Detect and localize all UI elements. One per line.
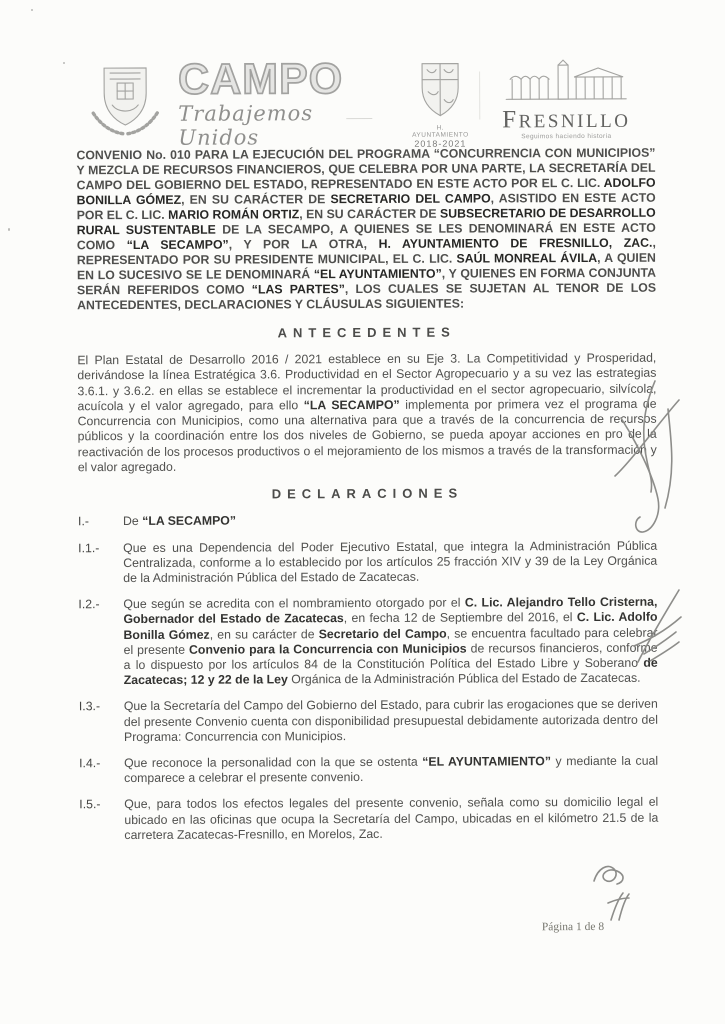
antecedentes-paragraph: El Plan Estatal de Desarrollo 2016 / 2021 establece en su Eje 3. La Competitividad y Prosperidad, derivándose la línea Estratégica 3.6. Productividad en el Sector Agropecuario y a su vez las estrategias 3.6.1. y 3.6.2. en ellas se establece el incrementar la productividad en el sector agropecuario, silvícola, acuícola y el valor agregado, para ello “LA SECAMPO” implementa por primera vez el programa de Concurrencia con Municipios, como una alternativa para que a través de la concurrencia de recursos públicos y la coordinación entre los dos niveles de Gobierno, se pueda apoyar acciones en pro de la reactivación de los procesos productivos o el mejoramiento de los mismos a través de la transformación y el valor agregado. <box>77 350 657 475</box>
declaration-item <box>79 697 658 745</box>
initials-mark-bottom <box>606 891 632 923</box>
scan-speck <box>8 228 10 231</box>
document-body <box>76 146 658 855</box>
initials-mark-middle <box>629 586 687 668</box>
declaration-label: I.1.- <box>78 540 100 555</box>
municipal-shield-icon <box>414 62 466 118</box>
scan-speck <box>31 9 33 11</box>
logo-divider <box>479 71 480 119</box>
declaration-label: I.- <box>78 514 90 529</box>
fresnillo-logo <box>488 59 644 141</box>
campo-logo <box>178 55 368 150</box>
fresnillo-wordmark: FRESNILLO <box>502 106 631 134</box>
declaration-item <box>78 538 657 586</box>
state-crest-icon <box>86 63 164 139</box>
fresnillo-building-icon <box>502 59 630 102</box>
declaration-text: Que reconoce la personalidad con la que se ostenta “EL AYUNTAMIENTO” y mediante la cual comparece a celebrar el presente convenio. <box>124 753 659 786</box>
declaration-text: Que es una Dependencia del Poder Ejecutivo Estatal, que integra la Administración Pública Centralizada, conforme a lo establecido por los artículos 25 fracción XIV y 39 de la Ley Orgánica de la Administración Pública del Estado de Zacatecas. <box>123 538 658 586</box>
declaration-label: I.4.- <box>79 756 101 771</box>
declaration-label: I.3.- <box>78 699 101 714</box>
scribble-over-text <box>592 861 632 891</box>
declaration-text: Que la Secretaría del Campo del Gobierno del Estado, para cubrir las erogaciones que se deriven del presente Convenio cuenta con disponibilidad presupuestal debidamente autorizada dentro del Programa: Concurrencia con Municipios. <box>123 697 658 744</box>
ayuntamiento-logo <box>408 62 472 149</box>
scan-speck <box>63 62 65 64</box>
signature-mark-large <box>613 378 685 546</box>
declaration-text: Que según se acredita con el nombramiento otorgado por el C. Lic. Alejandro Tello Cristerna, Gobernador del Estado de Zacatecas, en fecha 12 de Septiembre del 2016, el C. Lic. Adolfo Bonilla Gómez, en su carácter de Secretario del Campo, se encuentra facultado para celebrar el presente Convenio para la Concurrencia con Municipios de recursos financieros, conforme a lo dispuesto por los artículos 84 de la Constitución Política del Estado Libre y Soberano de Zacatecas; 12 y 22 de la Ley Orgánica de la Administración Pública del Estado de Zacatecas. <box>123 594 658 688</box>
declaration-item <box>79 754 658 787</box>
declaration-item <box>78 595 657 689</box>
campo-logo-wordmark: CAMPO <box>178 55 344 104</box>
declaration-text: Que, para todos los efectos legales del presente convenio, señala como su domicilio legal el ubicado en las oficinas que ocupa la Secretaría del Campo, ubicadas en el kilómetro 21.5 de la carretera Zacatecas-Fresnillo, en Morelos, Zac. <box>124 795 659 842</box>
antecedentes-heading: ANTECEDENTES <box>277 324 456 341</box>
campo-logo-tagline: Trabajemos Unidos <box>178 101 314 150</box>
fresnillo-tagline: Seguimos haciendo historia <box>521 132 612 141</box>
declaraciones-list <box>78 512 658 843</box>
convenio-intro-paragraph: CONVENIO No. 010 PARA LA EJECUCIÓN DEL PROGRAMA “CONCURRENCIA CON MUNICIPIOS” Y MEZCLA DE RECURSOS FINANCIEROS, QUE CELEBRA POR UNA PARTE, LA SECRETARÍA DEL CAMPO DEL GOBIERNO DEL ESTADO, REPRESENTADO EN ESTE ACTO POR EL C. LIC. ADOLFO BONILLA GÓMEZ, EN SU CARÁCTER DE SECRETARIO DEL CAMPO, ASISTIDO EN ESTE ACTO POR EL C. LIC. MARIO ROMÁN ORTIZ, EN SU CARÁCTER DE SUBSECRETARIO DE DESARROLLO RURAL SUSTENTABLE DE LA SECAMPO, A QUIENES SE LES DENOMINARÁ EN ESTE ACTO COMO “LA SECAMPO”, Y POR LA OTRA, H. AYUNTAMIENTO DE FRESNILLO, ZAC., REPRESENTADO POR SU PRESIDENTE MUNICIPAL, EL C. LIC. SAÚL MONREAL ÁVILA, A QUIEN EN LO SUCESIVO SE LE DENOMINARÁ “EL AYUNTAMIENTO”, Y QUIENES EN FORMA CONJUNTA SERÁN REFERIDOS COMO “LAS PARTES”, LOS CUALES SE SUJETAN AL TENOR DE LOS ANTECEDENTES, DECLARACIONES Y CLÁUSULAS SIGUIENTES: <box>76 145 657 313</box>
declaraciones-heading: DECLARACIONES <box>271 485 464 502</box>
declaration-label: I.2.- <box>78 597 100 612</box>
declaration-item <box>79 795 658 843</box>
ayuntamiento-term-years: 2018-2021 <box>414 138 467 149</box>
page-number: Página 1 de 8 <box>541 920 605 934</box>
declaration-label: I.5.- <box>79 797 101 812</box>
ayuntamiento-caption: H. AYUNTAMIENTO <box>412 124 469 139</box>
declaration-item <box>78 512 657 530</box>
declaration-text: De “LA SECAMPO” <box>123 513 237 529</box>
scan-dash-artifact <box>346 118 372 119</box>
